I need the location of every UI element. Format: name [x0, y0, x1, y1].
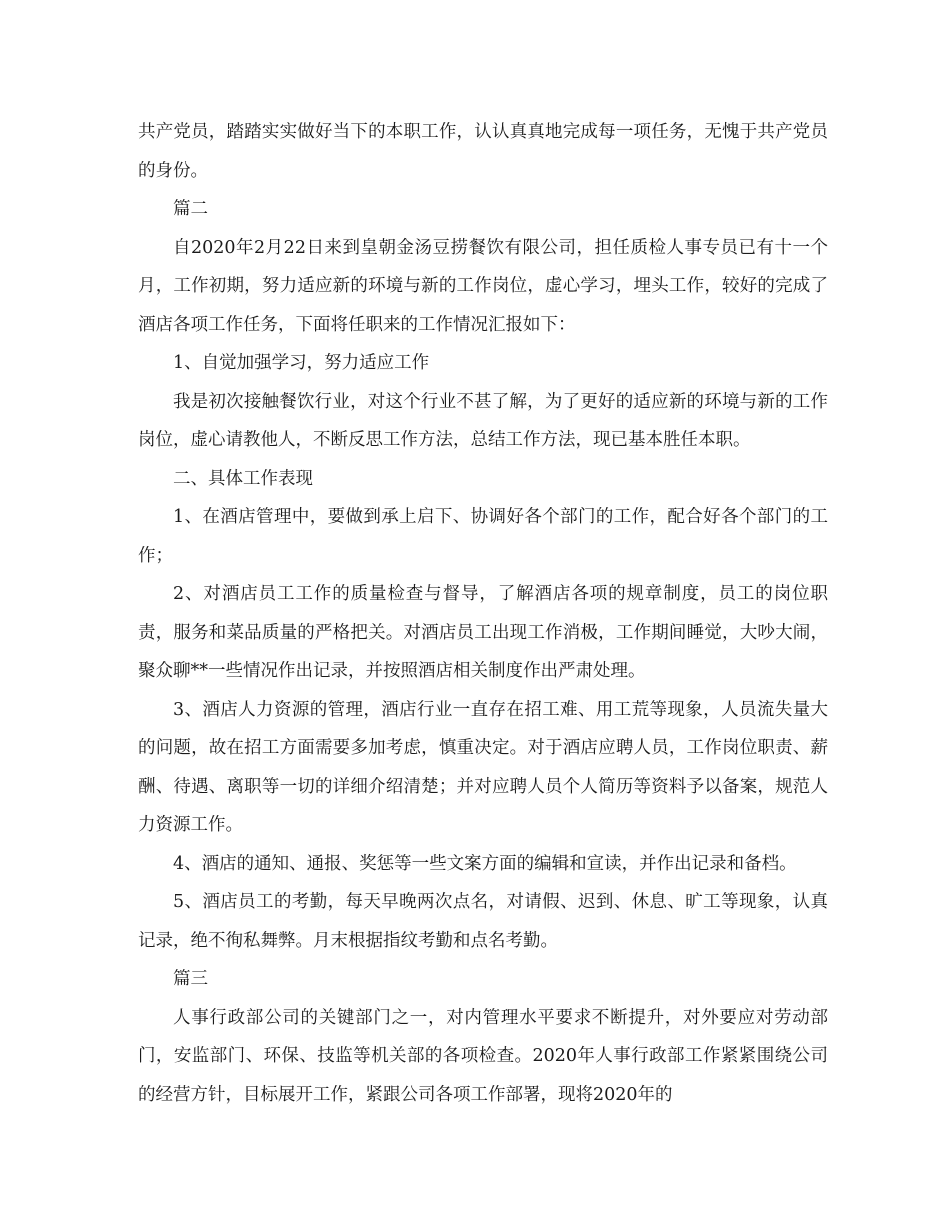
paragraph-continuation: 共产党员，踏踏实实做好当下的本职工作，认认真真地完成每一项任务，无愧于共产党员的身份。	[138, 122, 828, 181]
paragraph-study: 我是初次接触餐饮行业，对这个行业不甚了解，为了更好的适应新的环境与新的工作岗位，虚心请教他人，不断反思工作方法，总结工作方法，现已基本胜任本职。	[138, 391, 828, 450]
paragraph-intro: 自2020年2月22日来到皇朝金汤豆捞餐饮有限公司，担任质检人事专员已有十一个月，工作初期，努力适应新的环境与新的工作岗位，虚心学习，埋头工作，较好的完成了酒店各项工作任务，下面将任职来的工作情况汇报如下：	[138, 237, 828, 335]
section-heading-part-two: 篇二	[173, 199, 208, 219]
subheading-study: 1、自觉加强学习，努力适应工作	[173, 353, 430, 373]
list-item-2: 2、对酒店员工工作的质量检查与督导，了解酒店各项的规章制度，员工的岗位职责，服务和菜品质量的严格把关。对酒店员工出现工作消极，工作期间睡觉，大吵大闹，聚众聊**一些情况作出记录，并按照酒店相关制度作出严肃处理。	[138, 584, 828, 681]
list-item-4: 4、酒店的通知、通报、奖惩等一些文案方面的编辑和宣读，并作出记录和备档。	[173, 853, 797, 874]
paragraph-hr-department: 人事行政部公司的关键部门之一，对内管理水平要求不断提升，对外要应对劳动部门，安监部门、环保、技监等机关部的各项检查。2020年人事行政部工作紧紧围绕公司的经营方针，目标展开工作，紧跟公司各项工作部署，现将2020年的	[138, 1007, 828, 1105]
list-item-3: 3、酒店人力资源的管理，酒店行业一直存在招工难、用工荒等现象，人员流失量大的问题，故在招工方面需要多加考虑，慎重决定。对于酒店应聘人员，工作岗位职责、薪酬、待遇、离职等一切的详细介绍清楚；并对应聘人员个人简历等资料予以备案，规范人力资源工作。	[138, 699, 828, 835]
section-heading-part-three: 篇三	[173, 969, 208, 989]
document-body	[138, 113, 828, 1114]
list-item-1: 1、在酒店管理中，要做到承上启下、协调好各个部门的工作，配合好各个部门的工作；	[138, 507, 828, 566]
list-item-5: 5、酒店员工的考勤，每天早晚两次点名，对请假、迟到、休息、旷工等现象，认真记录，绝不徇私舞弊。月末根据指纹考勤和点名考勤。	[138, 892, 828, 951]
subheading-work-performance: 二、具体工作表现	[173, 468, 313, 489]
